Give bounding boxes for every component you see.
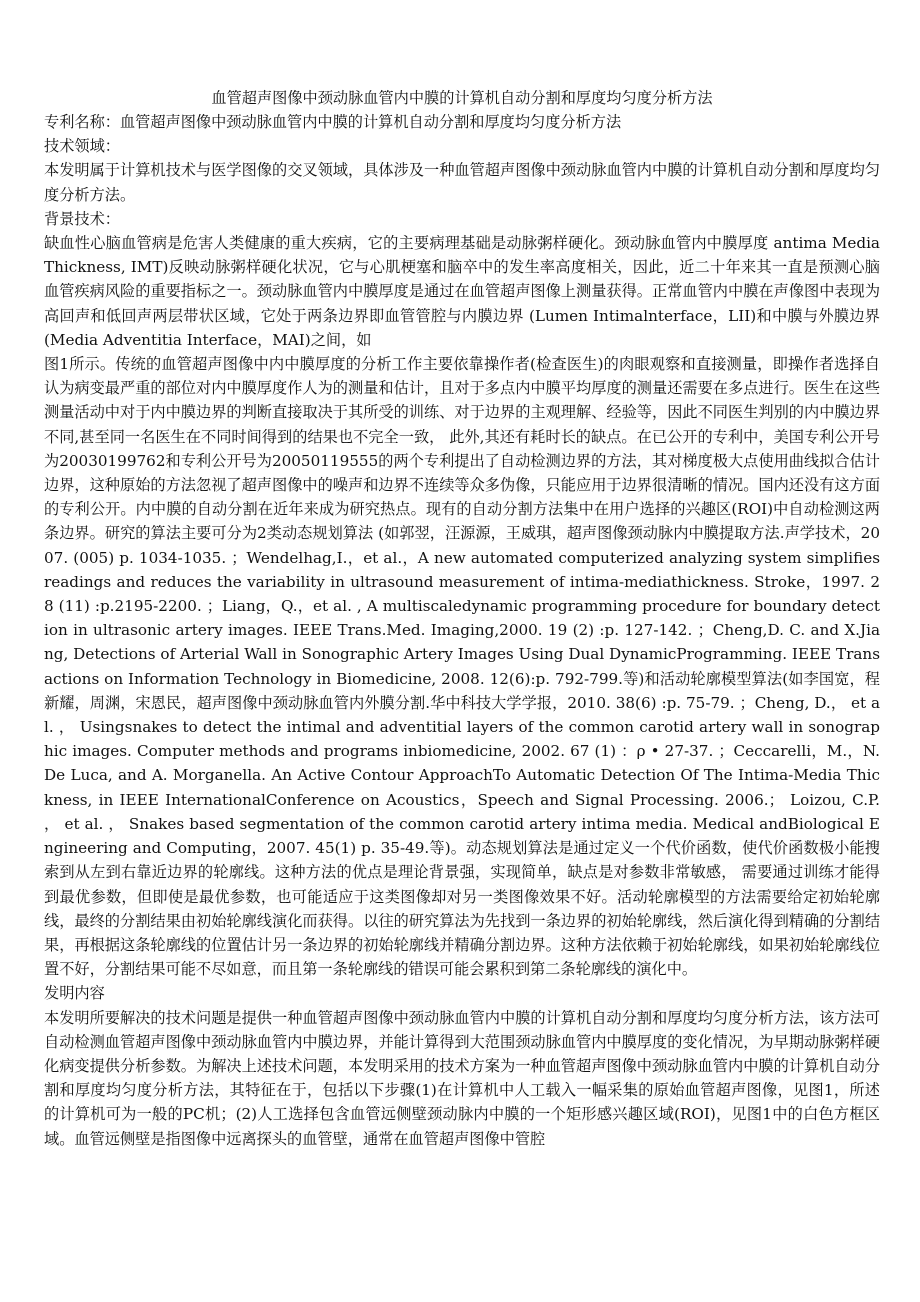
document-title: 血管超声图像中颈动脉血管内中膜的计算机自动分割和厚度均匀度分析方法 — [211, 89, 713, 107]
background-paragraph-2: 图1所示。传统的血管超声图像中内中膜厚度的分析工作主要依靠操作者(检查医生)的肉眼观察和直接测量，即操作者选择自认为病变最严重的部位对内中膜厚度作人为的测量和估计，且对于多点内中膜平均厚度的测量还需要在多点进行。医生在这些测量活动中对于内中膜边界的判断直接取决于其所受的训练、对于边界的主观理解、经验等，因此不同医生判别的内中膜边界不同,甚至同一名医生在不同时间得到的结果也不完全一致， 此外,其还有耗时长的缺点。在已公开的专利中，美国专利公开号为20030199762和专利公开号为20050119555的两个专利提出了自动检测边界的方法，其对梯度极大点使用曲线拟合估计边界，这种原始的方法忽视了超声图像中的噪声和边界不连续等众多伪像，只能应用于边界很清晰的情况。国内还没有这方面的专利公开。内中膜的自动分割在近年来成为研究热点。现有的自动分割方法集中在用户选择的兴趣区(ROI)中自动检测这两条边界。研究的算法主要可分为2类动态规划算法 (如郭翌，汪源源，王威琪，超声图像颈动脉内中膜提取方法.声学技术，2007. (005) p. 1034-1035. ；Wendelhag,I.，et al.，A new automated computerized analyzing system simplifiesreadings and reduces the variability in ultrasound measurement of intima-mediathickness. Stroke，1997. 28 (11) :p.2195-2200. ；Liang，Q.，et al. , A multiscaledynamic programming procedure for boundary detection in ultrasonic artery images. IEEE Trans.Med. Imaging,2000. 19 (2) :p. 127-142. ；Cheng,D. C. and X.Jiang, Detections of Arterial Wall in Sonographic Artery Images Using Dual DynamicProgramming. IEEE Transactions on Information Technology in Biomedicine, 2008. 12(6):p. 792-799.等)和活动轮廓模型算法(如李国宽，程新耀，周渊，宋恩民，超声图像中颈动脉血管内外膜分割.华中科技大学学报，2010. 38(6) :p. 75-79. ；Cheng, D.， et al. ， Usingsnakes to detect the intimal and adventitial layers of the common carotid artery wall in sonographic images. Computer methods and programs inbiomedicine, 2002. 67 (1) ：ρ • 27-37. ；Ceccarelli，M.，N. De Luca, and A. Morganella. An Active Contour ApproachTo Automatic Detection Of The Intima-Media Thickness, in IEEE InternationalConference on Acoustics，Speech and Signal Processing. 2006.； Loizou, C.P. ， et al. ， Snakes based segmentation of the common carotid artery intima media. Medical andBiological Engineering and Computing，2007. 45(1) p. 35-49.等)。动态规划算法是通过定义一个代价函数，使代价函数极小能搜索到从左到右靠近边界的轮廓线。这种方法的优点是理论背景强，实现简单，缺点是对参数非常敏感， 需要通过训练才能得到最优参数，但即使是最优参数，也可能适应于这类图像却对另一类图像效果不好。活动轮廓模型的方法需要给定初始轮廓线，最终的分割结果由初始轮廓线演化而获得。以往的研究算法为先找到一条边界的初始轮廓线，然后演化得到精确的分割结果，再根据这条轮廓线的位置估计另一条边界的初始轮廓线并精确分割边界。这种方法依赖于初始轮廓线，如果初始轮廓线位置不好，分割结果可能不尽如意，而且第一条轮廓线的错误可能会累积到第二条轮廓线的演化中。 — [44, 355, 880, 979]
patent-name: 专利名称：血管超声图像中颈动脉血管内中膜的计算机自动分割和厚度均匀度分析方法 — [44, 113, 622, 131]
section-heading-background: 背景技术： — [44, 209, 120, 228]
section-heading-field: 技术领域： — [44, 137, 120, 156]
background-paragraph-1: 缺血性心脑血管病是危害人类健康的重大疾病，它的主要病理基础是动脉粥样硬化。颈动脉血管内中膜厚度 antima Media Thickness, IMT)反映动脉粥样硬化状况，它与心肌梗塞和脑卒中的发生率高度相关，因此，近二十年来其一直是预测心脑血管疾病风险的重要指标之一。颈动脉血管内中膜厚度是通过在血管超声图像上测量获得。正常血管内中膜在声像图中表现为高回声和低回声两层带状区域，它处于两条边界即血管管腔与内膜边界 (Lumen Intimalnterface，LII)和中膜与外膜边界(Media Adventitia Interface，MAI)之间，如 — [44, 234, 880, 349]
section-heading-invention: 发明内容 — [44, 984, 105, 1003]
invention-paragraph: 本发明所要解决的技术问题是提供一种血管超声图像中颈动脉血管内中膜的计算机自动分割和厚度均匀度分析方法，该方法可自动检测血管超声图像中颈动脉血管内中膜边界，并能计算得到大范围颈动脉血管内中膜厚度的变化情况，为早期动脉粥样硬化病变提供分析参数。为解决上述技术问题，本发明采用的技术方案为一种血管超声图像中颈动脉血管内中膜的计算机自动分割和厚度均匀度分析方法，其特征在于，包括以下步骤(1)在计算机中人工载入一幅采集的原始血管超声图像，见图1，所述的计算机可为一般的PC机；(2)人工选择包含血管远侧壁颈动脉内中膜的一个矩形感兴趣区域(ROI)，见图1中的白色方框区域。血管远侧壁是指图像中远离探头的血管壁，通常在血管超声图像中管腔 — [44, 1008, 880, 1148]
field-paragraph: 本发明属于计算机技术与医学图像的交叉领域，具体涉及一种血管超声图像中颈动脉血管内中膜的计算机自动分割和厚度均匀度分析方法。 — [44, 161, 880, 204]
